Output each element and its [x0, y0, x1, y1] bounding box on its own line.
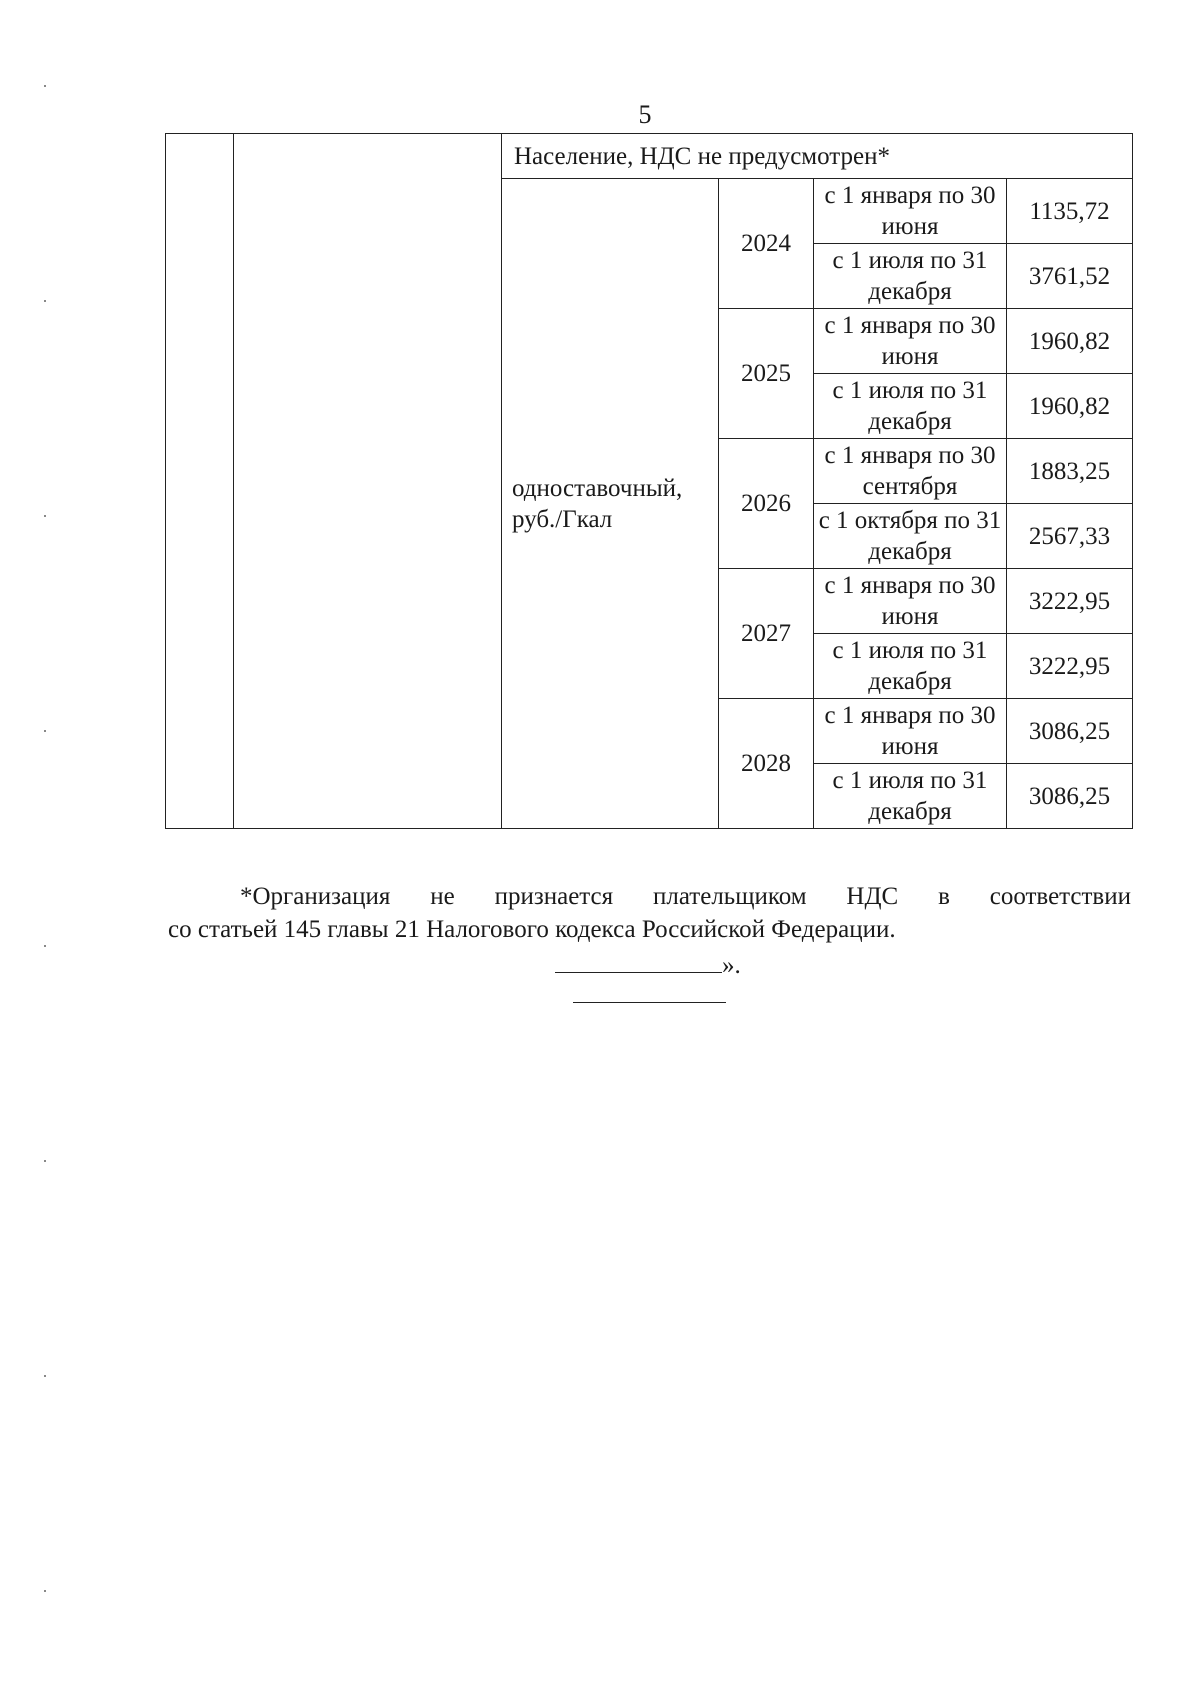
- tariff-value-cell: 3222,95: [1007, 634, 1133, 699]
- footnote-line-1: *Организация не признается плательщиком НДС в соответствии: [240, 883, 1131, 910]
- period-cell: с 1 июля по 31 декабря: [814, 764, 1007, 829]
- period-cell: с 1 января по 30 июня: [814, 569, 1007, 634]
- year-cell: 2028: [719, 699, 814, 829]
- organization-column-cell: [234, 134, 502, 829]
- tariff-value-cell: 1960,82: [1007, 374, 1133, 439]
- scan-mark: [44, 1160, 46, 1162]
- number-column-cell: [166, 134, 234, 829]
- period-cell: с 1 января по 30 июня: [814, 179, 1007, 244]
- period-cell: с 1 января по 30 июня: [814, 309, 1007, 374]
- year-cell: 2024: [719, 179, 814, 309]
- tariff-value-cell: 1135,72: [1007, 179, 1133, 244]
- period-cell: с 1 июля по 31 декабря: [814, 374, 1007, 439]
- tariff-value-cell: 3086,25: [1007, 764, 1133, 829]
- closing-blank-line: [555, 948, 722, 973]
- rate-type-cell: одноставочный, руб./Гкал: [502, 179, 719, 829]
- footnote-line-2: со статьей 145 главы 21 Налогового кодекса Российской Федерации.: [168, 916, 896, 943]
- scan-mark: [44, 730, 46, 732]
- period-cell: с 1 января по 30 июня: [814, 699, 1007, 764]
- page-number: 5: [638, 100, 652, 129]
- scan-mark: [44, 85, 46, 87]
- consumer-group-header: Население, НДС не предусмотрен*: [502, 134, 1133, 179]
- tariff-value-cell: 3761,52: [1007, 244, 1133, 309]
- table-header-row: [166, 134, 1133, 179]
- scan-mark: [44, 1590, 46, 1592]
- closing-quote: ».: [722, 952, 741, 979]
- scan-mark: [44, 945, 46, 947]
- year-cell: 2027: [719, 569, 814, 699]
- scan-mark: [44, 1375, 46, 1377]
- period-cell: с 1 июля по 31 декабря: [814, 634, 1007, 699]
- tariff-value-cell: 2567,33: [1007, 504, 1133, 569]
- tariff-value-cell: 1960,82: [1007, 309, 1133, 374]
- year-cell: 2025: [719, 309, 814, 439]
- tariff-value-cell: 1883,25: [1007, 439, 1133, 504]
- tariff-value-cell: 3222,95: [1007, 569, 1133, 634]
- period-cell: с 1 января по 30 сентября: [814, 439, 1007, 504]
- tariff-value-cell: 3086,25: [1007, 699, 1133, 764]
- footnote: [168, 880, 1131, 946]
- scan-mark: [44, 515, 46, 517]
- tariff-table: [165, 133, 1133, 829]
- closing-mark: [555, 948, 741, 980]
- year-cell: 2026: [719, 439, 814, 569]
- period-cell: с 1 июля по 31 декабря: [814, 244, 1007, 309]
- period-cell: с 1 октября по 31 декабря: [814, 504, 1007, 569]
- end-separator-line: [573, 1002, 726, 1003]
- scan-mark: [44, 300, 46, 302]
